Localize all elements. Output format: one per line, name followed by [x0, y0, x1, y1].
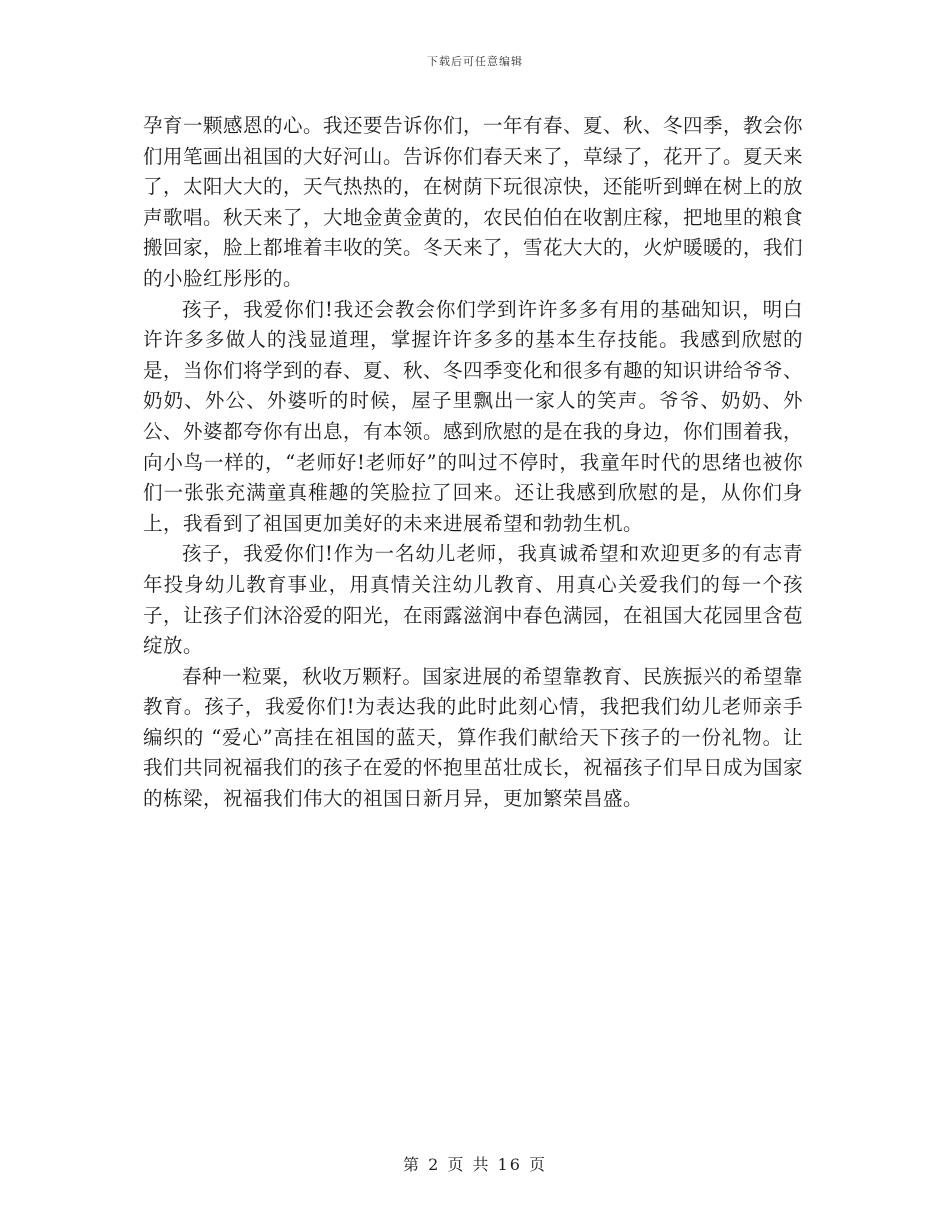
page-number: 第 2 页 共 16 页	[403, 1155, 547, 1174]
document-body	[143, 111, 803, 815]
header-note: 下载后可任意编辑	[427, 55, 523, 68]
body-paragraph: 春种一粒粟，秋收万颗籽。国家进展的希望靠教育、民族振兴的希望靠教育。孩子，我爱你们!为表达我的此时此刻心情，我把我们幼儿老师亲手编织的 “爱心”高挂在祖国的蓝天，算作我们献给天下孩子的一份礼物。让我们共同祝福我们的孩子在爱的怀抱里茁壮成长，祝福孩子们早日成为国家的栋梁，祝福我们伟大的祖国日新月异，更加繁荣昌盛。	[143, 664, 804, 811]
body-paragraph: 孩子，我爱你们!作为一名幼儿老师，我真诚希望和欢迎更多的有志青年投身幼儿教育事业，用真情关注幼儿教育、用真心关爱我们的每一个孩子，让孩子们沐浴爱的阳光，在雨露滋润中春色满园，在祖国大花园里含苞绽放。	[143, 542, 804, 658]
body-paragraph-continued: 孕育一颗感恩的心。我还要告诉你们，一年有春、夏、秋、冬四季，教会你们用笔画出祖国的大好河山。告诉你们春天来了，草绿了，花开了。夏天来了，太阳大大的，天气热热的，在树荫下玩很凉快，还能听到蝉在树上的放声歌唱。秋天来了，大地金黄金黄的，农民伯伯在收割庄稼，把地里的粮食搬回家，脸上都堆着丰收的笑。冬天来了，雪花大大的，火炉暖暖的，我们的小脸红彤彤的。	[143, 114, 804, 290]
body-paragraph: 孩子，我爱你们!我还会教会你们学到许许多多有用的基础知识，明白许许多多做人的浅显道理，掌握许许多多的基本生存技能。我感到欣慰的是，当你们将学到的春、夏、秋、冬四季变化和很多有趣的知识讲给爷爷、奶奶、外公、外婆听的时候，屋子里飘出一家人的笑声。爷爷、奶奶、外公、外婆都夸你有出息，有本领。感到欣慰的是在我的身边，你们围着我，向小鸟一样的，“老师好!老师好”的叫过不停时，我童年时代的思绪也被你们一张张充满童真稚趣的笑脸拉了回来。还让我感到欣慰的是，从你们身上，我看到了祖国更加美好的未来进展希望和勃勃生机。	[143, 297, 804, 535]
